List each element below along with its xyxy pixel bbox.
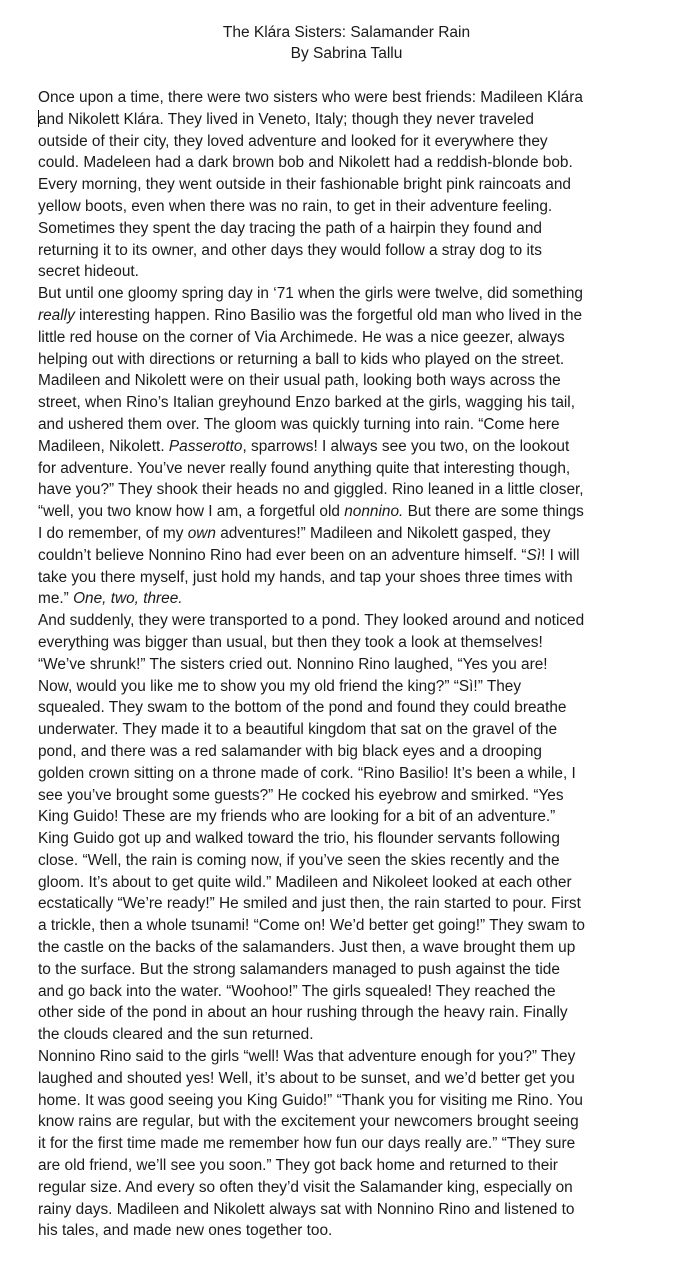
story-line — [38, 1090, 668, 1112]
story-line — [38, 436, 668, 458]
story-line — [38, 588, 668, 610]
story-line — [38, 1111, 668, 1133]
italic-text: One, two, three. — [73, 590, 183, 608]
text-run: squealed. They swam to the bottom of the pond and found they could breathe — [38, 699, 567, 717]
story-line — [38, 632, 668, 654]
text-run: I do remember, of my — [38, 524, 188, 542]
text-run: and ushered them over. The gloom was quickly turning into rain. “Come here — [38, 415, 560, 433]
story-line — [38, 196, 668, 218]
text-run: Madileen and Nikolett were on their usual path, looking both ways across the — [38, 372, 561, 390]
story-line — [38, 109, 668, 131]
story-line — [38, 1068, 668, 1090]
story-line — [38, 523, 668, 545]
story-line — [38, 349, 668, 371]
text-run: it for the first time made me remember how fun our days really are.” “They sure — [38, 1135, 576, 1153]
text-run: home. It was good seeing you King Guido!” “Thank you for visiting me Rino. You — [38, 1091, 583, 1109]
text-run: King Guido! These are my friends who are looking for a bit of an adventure.” — [38, 808, 556, 826]
text-run: And suddenly, they were transported to a pond. They looked around and noticed — [38, 612, 585, 630]
story-line — [38, 283, 668, 305]
text-run: his tales, and made new ones together too. — [38, 1222, 333, 1240]
story-line — [38, 174, 668, 196]
story-header — [0, 22, 693, 64]
story-line — [38, 785, 668, 807]
text-run: secret hideout. — [38, 263, 139, 281]
story-line — [38, 893, 668, 915]
story-line — [38, 305, 668, 327]
story-line — [38, 218, 668, 240]
story-line — [38, 370, 668, 392]
text-run: ecstatically “We’re ready!” He smiled and just then, the rain started to pour. First — [38, 895, 581, 913]
text-run: yellow boots, even when there was no rain, to get in their adventure feeling. — [38, 197, 553, 215]
text-run: laughed and shouted yes! Well, it’s about to be sunset, and we’d better get you — [38, 1069, 575, 1087]
text-run: King Guido got up and walked toward the trio, his flounder servants following — [38, 830, 560, 848]
text-run: But there are some things — [403, 503, 584, 521]
italic-text: Sì — [526, 546, 542, 564]
text-run: could. Madeleen had a dark brown bob and Nikolett had a reddish-blonde bob. — [38, 154, 573, 172]
story-line — [38, 131, 668, 153]
text-run: the clouds cleared and the sun returned. — [38, 1026, 314, 1044]
text-run: regular size. And every so often they’d visit the Salamander king, especially on — [38, 1178, 573, 1196]
text-run: golden crown sitting on a throne made of cork. “Rino Basilio! It’s been a while, I — [38, 764, 576, 782]
text-run: Madileen, Nikolett. — [38, 437, 169, 455]
story-line — [38, 872, 668, 894]
text-run: Nonnino Rino said to the girls “well! Was that adventure enough for you?” They — [38, 1048, 576, 1066]
italic-text: own — [187, 524, 216, 542]
story-line — [38, 1002, 668, 1024]
text-run: , sparrows! I always see you two, on the lookout — [242, 437, 570, 455]
story-line — [38, 1046, 668, 1068]
text-run: everything was bigger than usual, but then they took a look at themselves! — [38, 633, 543, 651]
text-run: street, when Rino’s Italian greyhound Enzo barked at the girls, wagging his tail, — [38, 394, 575, 412]
text-run: “well, you two know how I am, a forgetful old — [38, 503, 345, 521]
story-line — [38, 240, 668, 262]
story-title: The Klára Sisters: Salamander Rain — [222, 24, 471, 41]
text-run: the castle on the backs of the salamanders. Just then, a wave brought them up — [38, 939, 576, 957]
text-run: interesting happen. Rino Basilio was the forgetful old man who lived in the — [74, 306, 583, 324]
story-line — [38, 392, 668, 414]
text-run: returning it to its owner, and other days they would follow a stray dog to its — [38, 241, 542, 259]
text-run: But until one gloomy spring day in ‘71 when the girls were twelve, did something — [38, 285, 583, 303]
text-run: underwater. They made it to a beautiful kingdom that sat on the gravel of the — [38, 721, 558, 739]
story-line — [38, 87, 668, 109]
story-line — [38, 676, 668, 698]
text-run: “We’ve shrunk!” The sisters cried out. Nonnino Rino laughed, “Yes you are! — [38, 655, 548, 673]
story-line — [38, 458, 668, 480]
story-line — [38, 763, 668, 785]
story-line — [38, 414, 668, 436]
text-run: know rains are regular, but with the excitement your newcomers brought seeing — [38, 1113, 579, 1131]
text-run: to the surface. But the strong salamanders managed to push against the tide — [38, 960, 560, 978]
story-line — [38, 806, 668, 828]
italic-text: Passerotto — [168, 437, 243, 455]
text-run: Every morning, they went outside in their fashionable bright pink raincoats and — [38, 176, 571, 194]
text-run: me.” — [38, 590, 74, 608]
text-run: a trickle, then a whole tsunami! “Come on! We’d better get going!” They swam to — [38, 917, 585, 935]
story-line — [38, 1199, 668, 1221]
text-run: pond, and there was a red salamander with big black eyes and a drooping — [38, 742, 542, 760]
text-run: little red house on the corner of Via Archimede. He was a nice geezer, always — [38, 328, 565, 346]
text-run: adventures!” Madileen and Nikolett gasped, they — [215, 524, 551, 542]
text-run: other side of the pond in about an hour rushing through the heavy rain. Finally — [38, 1004, 568, 1022]
story-line — [38, 610, 668, 632]
text-run: and Nikolett Klára. They lived in Veneto, Italy; though they never traveled — [38, 110, 534, 128]
story-line — [38, 567, 668, 589]
text-run: couldn’t believe Nonnino Rino had ever been on an adventure himself. “ — [38, 546, 527, 564]
story-line — [38, 1024, 668, 1046]
story-line — [38, 828, 668, 850]
story-line — [38, 741, 668, 763]
text-run: Once upon a time, there were two sisters who were best friends: Madileen Klára — [38, 89, 583, 106]
story-line — [38, 719, 668, 741]
text-run: and go back into the water. “Woohoo!” The girls squealed! They reached the — [38, 982, 556, 1000]
story-line — [38, 959, 668, 981]
story-body[interactable] — [38, 87, 668, 1242]
story-line — [38, 1155, 668, 1177]
story-line — [38, 1133, 668, 1155]
story-line — [38, 1220, 668, 1242]
story-line — [38, 1177, 668, 1199]
text-run: Sometimes they spent the day tracing the path of a hairpin they found and — [38, 219, 542, 237]
story-line — [38, 261, 668, 283]
story-line — [38, 654, 668, 676]
story-line — [38, 697, 668, 719]
story-line — [38, 327, 668, 349]
story-line — [38, 501, 668, 523]
story-line — [38, 152, 668, 174]
text-run: gloom. It’s about to get quite wild.” Madileen and Nikoleet looked at each other — [38, 873, 572, 891]
story-byline: By Sabrina Tallu — [290, 45, 403, 62]
text-run: have you?” They shook their heads no and giggled. Rino leaned in a little closer, — [38, 481, 584, 499]
text-run: for adventure. You’ve never really found anything quite that interesting though, — [38, 459, 571, 477]
story-line — [38, 915, 668, 937]
text-run: ! I will — [541, 546, 580, 564]
italic-text: really — [38, 306, 75, 324]
story-line — [38, 937, 668, 959]
story-line — [38, 850, 668, 872]
text-run: take you there myself, just hold my hands, and tap your shoes three times with — [38, 568, 573, 586]
italic-text: nonnino. — [344, 503, 404, 521]
text-run: are old friend, we’ll see you soon.” They got back home and returned to their — [38, 1157, 558, 1175]
text-run: outside of their city, they loved adventure and looked for it everywhere they — [38, 132, 548, 150]
text-run: rainy days. Madileen and Nikolett always sat with Nonnino Rino and listened to — [38, 1200, 575, 1218]
text-run: Now, would you like me to show you my old friend the king?” “Sì!” They — [38, 677, 522, 695]
text-run: close. “Well, the rain is coming now, if you’ve seen the skies recently and the — [38, 851, 560, 869]
story-line — [38, 545, 668, 567]
story-line — [38, 479, 668, 501]
text-run: see you’ve brought some guests?” He cocked his eyebrow and smirked. “Yes — [38, 786, 564, 804]
story-line — [38, 981, 668, 1003]
text-run: helping out with directions or returning a ball to kids who played on the street. — [38, 350, 565, 368]
